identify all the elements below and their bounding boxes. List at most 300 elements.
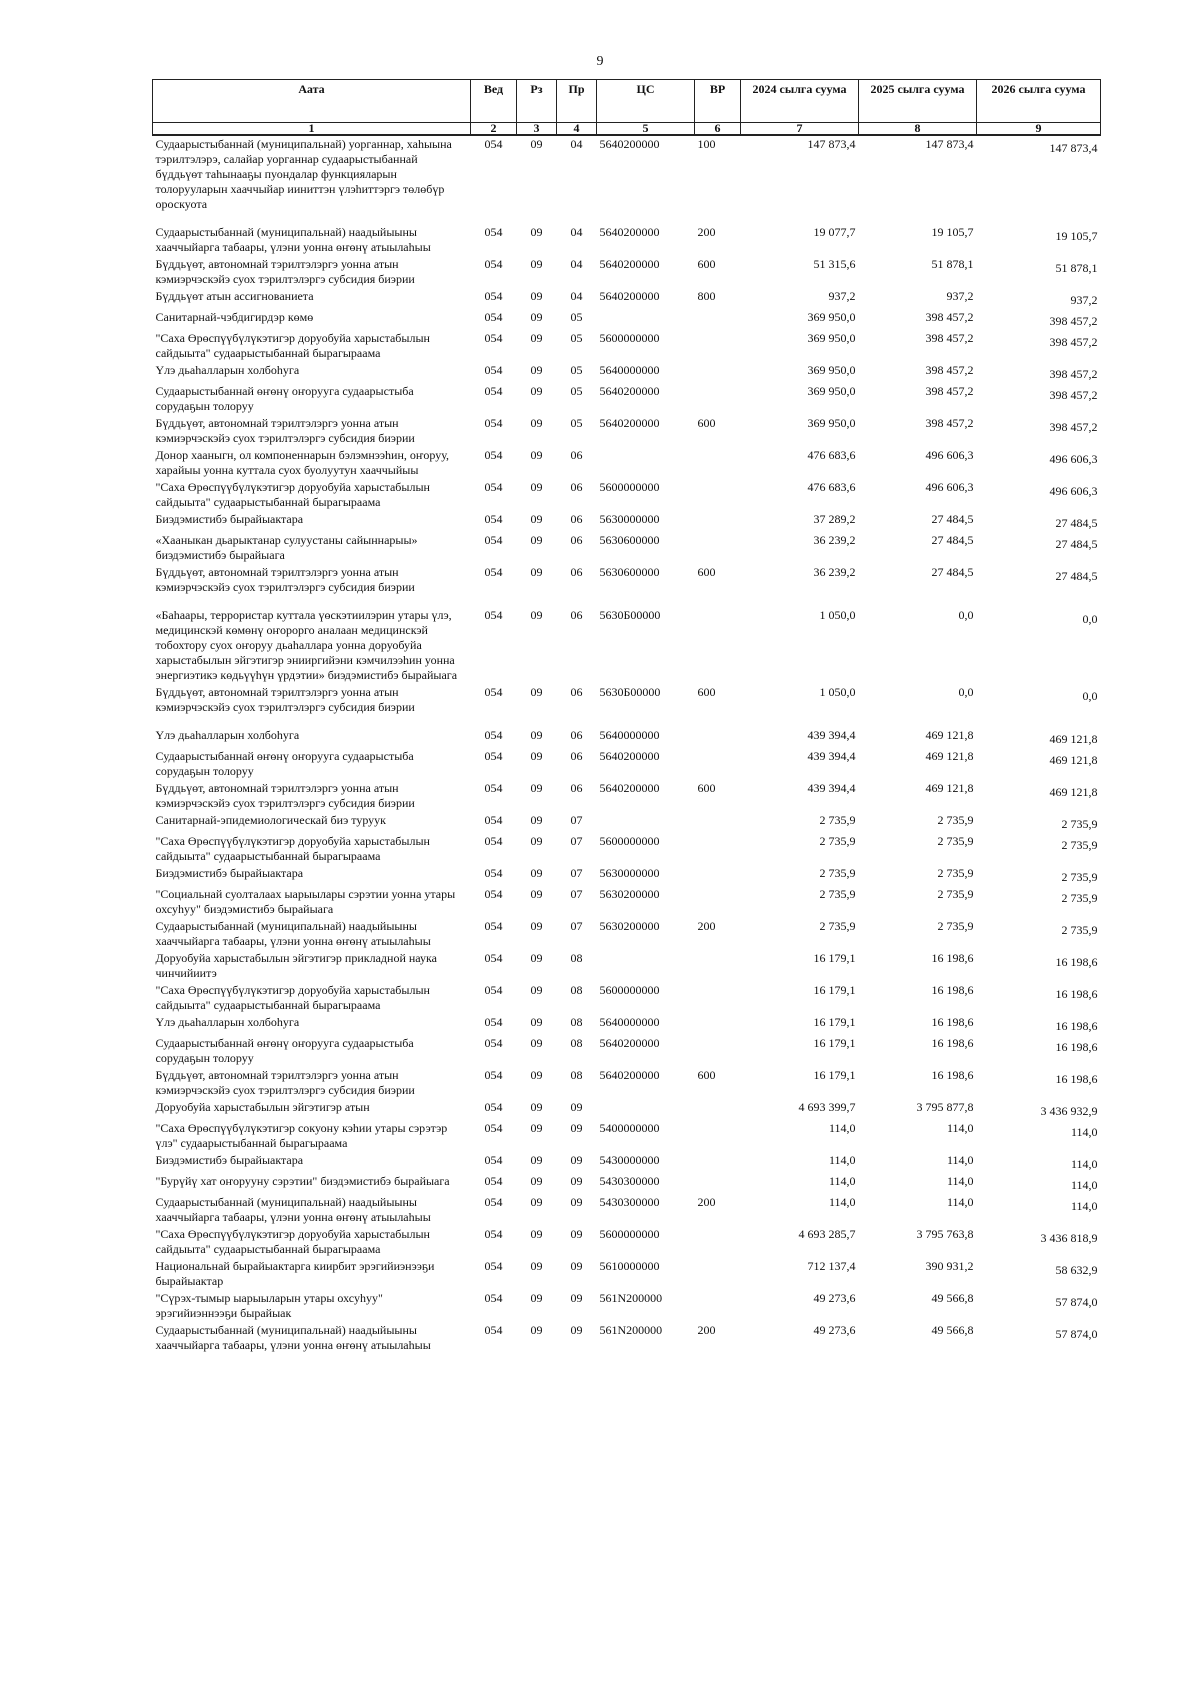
amount-2024: 2 735,9 <box>819 834 856 848</box>
amount-2026: 16 198,6 <box>1055 1040 1098 1054</box>
amount-2024: 712 137,4 <box>807 1259 856 1273</box>
cs-code: 561N200000 <box>599 1323 663 1337</box>
row-name: Санитарнай-чэбдигирдэр көмө <box>155 310 314 324</box>
amount-2025: 0,0 <box>958 608 974 622</box>
pr-code: 07 <box>570 834 583 848</box>
table-row <box>153 812 1101 833</box>
row-name: Биэдэмистибэ бырайыактара <box>155 512 304 526</box>
amount-2026: 16 198,6 <box>1055 1019 1098 1033</box>
table-row <box>153 1067 1101 1099</box>
column-number: 3 <box>517 123 557 136</box>
table-row <box>153 256 1101 288</box>
vr-code <box>695 982 741 1014</box>
ved-code: 054 <box>484 608 503 622</box>
amount-2026: 114,0 <box>1070 1125 1098 1139</box>
vr-code: 100 <box>697 137 716 151</box>
amount-2026: 469 121,8 <box>1049 753 1098 767</box>
cs-code: 5630Б00000 <box>599 608 661 622</box>
rz-code: 09 <box>530 565 543 579</box>
cs-code: 5430300000 <box>599 1174 660 1188</box>
row-name: Судаарыстыбаннай (муниципальнай) наадыйыыны хааччыйарга табаары, үлэни уонна өҥөнү атыылаһыы <box>155 1323 431 1352</box>
rz-code: 09 <box>530 1174 543 1188</box>
rz-code: 09 <box>530 1323 543 1337</box>
row-name: Доруобуйа харыстабылын эйгэтигэр прикладной наука чинчийиитэ <box>155 951 437 980</box>
ved-code: 054 <box>484 983 503 997</box>
amount-2026: 398 457,2 <box>1049 314 1098 328</box>
ved-code: 054 <box>484 951 503 965</box>
amount-2024: 439 394,4 <box>807 781 856 795</box>
row-name: "Саха Өрөспүүбүлүкэтигэр сокуону кэһии утары сэрэтэр үлэ" судаарыстыбаннай бырагыраама <box>155 1121 448 1150</box>
cs-code <box>597 309 695 330</box>
amount-2025: 16 198,6 <box>931 1036 974 1050</box>
pr-code: 05 <box>570 416 583 430</box>
table-row <box>153 684 1101 727</box>
amount-2026: 27 484,5 <box>1055 516 1098 530</box>
amount-2025: 2 735,9 <box>937 813 974 827</box>
rz-code: 09 <box>530 1153 543 1167</box>
amount-2024: 19 077,7 <box>813 225 856 239</box>
ved-code: 054 <box>484 728 503 742</box>
pr-code: 04 <box>570 225 583 239</box>
row-name: "Социальнай суолталаах ыарыылары сэрэтии уонна утары охсуһуу" биэдэмистибэ бырайыага <box>155 887 456 916</box>
vr-code <box>695 1035 741 1067</box>
amount-2025: 496 606,3 <box>925 448 974 462</box>
amount-2024: 2 735,9 <box>819 813 856 827</box>
table-row <box>153 780 1101 812</box>
cs-code: 5640200000 <box>599 1068 660 1082</box>
ved-code: 054 <box>484 384 503 398</box>
table-row <box>153 1226 1101 1258</box>
amount-2025: 27 484,5 <box>931 512 974 526</box>
row-name: Биэдэмистибэ бырайыактара <box>155 866 304 880</box>
rz-code: 09 <box>530 1259 543 1273</box>
amount-2025: 114,0 <box>946 1195 974 1209</box>
table-body <box>153 135 1101 1354</box>
row-name: Үлэ дьаһалларын холбоһуга <box>155 363 300 377</box>
row-name: Судаарыстыбаннай (муниципальнай) наадыйыыны хааччыйарга табаары, үлэни уонна өҥөнү атыылаһыы <box>155 919 431 948</box>
pr-code: 05 <box>570 384 583 398</box>
pr-code: 08 <box>570 1015 583 1029</box>
pr-code: 05 <box>570 363 583 377</box>
vr-code: 600 <box>697 565 716 579</box>
amount-2024: 1 050,0 <box>819 608 856 622</box>
table-row <box>153 288 1101 309</box>
amount-2025: 49 566,8 <box>931 1323 974 1337</box>
rz-code: 09 <box>530 749 543 763</box>
table-row <box>153 1258 1101 1290</box>
rz-code: 09 <box>530 1100 543 1114</box>
vr-code: 600 <box>697 685 716 699</box>
cs-code: 5600000000 <box>599 834 660 848</box>
table-row <box>153 950 1101 982</box>
amount-2026: 114,0 <box>1070 1199 1098 1213</box>
pr-code: 06 <box>570 533 583 547</box>
ved-code: 054 <box>484 416 503 430</box>
amount-2026: 19 105,7 <box>1055 229 1098 243</box>
column-header: Пр <box>557 80 597 123</box>
rz-code: 09 <box>530 1121 543 1135</box>
pr-code: 05 <box>570 310 583 324</box>
column-header: Аата <box>153 80 471 123</box>
pr-code: 09 <box>570 1195 583 1209</box>
cs-code: 5610000000 <box>599 1259 660 1273</box>
amount-2025: 469 121,8 <box>925 781 974 795</box>
ved-code: 054 <box>484 257 503 271</box>
amount-2026: 57 874,0 <box>1055 1295 1098 1309</box>
ved-code: 054 <box>484 781 503 795</box>
amount-2025: 114,0 <box>946 1153 974 1167</box>
vr-code: 200 <box>697 1195 716 1209</box>
pr-code: 09 <box>570 1100 583 1114</box>
vr-code <box>695 383 741 415</box>
table-row <box>153 833 1101 865</box>
cs-code: 5640200000 <box>599 289 660 303</box>
amount-2024: 49 273,6 <box>813 1323 856 1337</box>
amount-2024: 114,0 <box>828 1121 856 1135</box>
pr-code: 06 <box>570 685 583 699</box>
column-header: 2024 сылга суума <box>741 80 859 123</box>
amount-2025: 469 121,8 <box>925 749 974 763</box>
table-row <box>153 309 1101 330</box>
pr-code: 06 <box>570 512 583 526</box>
amount-2026: 398 457,2 <box>1049 335 1098 349</box>
table-row <box>153 383 1101 415</box>
rz-code: 09 <box>530 363 543 377</box>
rz-code: 09 <box>530 866 543 880</box>
cs-code: 5630000000 <box>599 512 660 526</box>
cs-code <box>597 447 695 479</box>
table-header <box>153 80 1101 136</box>
vr-code <box>695 1173 741 1194</box>
row-name: Үлэ дьаһалларын холбоһуга <box>155 1015 300 1029</box>
pr-code: 04 <box>570 257 583 271</box>
pr-code: 09 <box>570 1121 583 1135</box>
amount-2026: 114,0 <box>1070 1157 1098 1171</box>
rz-code: 09 <box>530 728 543 742</box>
cs-code: 5630600000 <box>599 533 660 547</box>
rz-code: 09 <box>530 1291 543 1305</box>
amount-2026: 16 198,6 <box>1055 955 1098 969</box>
amount-2024: 369 950,0 <box>807 363 856 377</box>
cs-code: 561N200000 <box>599 1291 663 1305</box>
ved-code: 054 <box>484 919 503 933</box>
amount-2024: 476 683,6 <box>807 480 856 494</box>
row-name: Доруобуйа харыстабылын эйгэтигэр атын <box>155 1100 370 1114</box>
amount-2026: 16 198,6 <box>1055 987 1098 1001</box>
row-name: Судаарыстыбаннай (муниципальнай) наадыйыыны хааччыйарга табаары, үлэни уонна өҥөнү атыылаһыы <box>155 225 431 254</box>
rz-code: 09 <box>530 257 543 271</box>
table-row <box>153 1120 1101 1152</box>
vr-code <box>695 479 741 511</box>
amount-2024: 439 394,4 <box>807 728 856 742</box>
rz-code: 09 <box>530 983 543 997</box>
cs-code: 5630000000 <box>599 866 660 880</box>
rz-code: 09 <box>530 533 543 547</box>
amount-2026: 114,0 <box>1070 1178 1098 1192</box>
table-row <box>153 1152 1101 1173</box>
amount-2026: 27 484,5 <box>1055 537 1098 551</box>
amount-2024: 16 179,1 <box>813 1036 856 1050</box>
rz-code: 09 <box>530 289 543 303</box>
column-number: 7 <box>741 123 859 136</box>
amount-2025: 27 484,5 <box>931 533 974 547</box>
table-row <box>153 511 1101 532</box>
pr-code: 07 <box>570 919 583 933</box>
vr-code <box>695 865 741 886</box>
pr-code: 06 <box>570 728 583 742</box>
vr-code <box>695 812 741 833</box>
amount-2025: 114,0 <box>946 1174 974 1188</box>
amount-2025: 16 198,6 <box>931 951 974 965</box>
amount-2026: 27 484,5 <box>1055 569 1098 583</box>
rz-code: 09 <box>530 1227 543 1241</box>
vr-code <box>695 532 741 564</box>
amount-2025: 16 198,6 <box>931 1068 974 1082</box>
ved-code: 054 <box>484 1323 503 1337</box>
ved-code: 054 <box>484 448 503 462</box>
amount-2024: 16 179,1 <box>813 1015 856 1029</box>
rz-code: 09 <box>530 137 543 151</box>
ved-code: 054 <box>484 749 503 763</box>
amount-2024: 369 950,0 <box>807 331 856 345</box>
amount-2025: 496 606,3 <box>925 480 974 494</box>
cs-code: 5640200000 <box>599 225 660 239</box>
pr-code: 08 <box>570 983 583 997</box>
row-name: Бүддьүөт, автономнай тэрилтэлэргэ уонна атын кэмиэрчэскэйэ суох тэрилтэлэргэ субсидия биэрии <box>155 781 415 810</box>
amount-2024: 36 239,2 <box>813 533 856 547</box>
ved-code: 054 <box>484 887 503 901</box>
pr-code: 06 <box>570 749 583 763</box>
amount-2025: 114,0 <box>946 1121 974 1135</box>
amount-2024: 16 179,1 <box>813 983 856 997</box>
row-name: "Саха Өрөспүүбүлүкэтигэр доруобуйа харыстабылын сайдыыта" судаарыстыбаннай бырагыраама <box>155 1227 430 1256</box>
row-name: Судаарыстыбаннай өҥөнү оҥорууга судаарыстыба сорудаҕын толоруу <box>155 749 414 778</box>
pr-code: 09 <box>570 1291 583 1305</box>
row-name: Санитарнай-эпидемиологическай биэ туруук <box>155 813 386 827</box>
rz-code: 09 <box>530 813 543 827</box>
amount-2026: 0,0 <box>1082 689 1098 703</box>
amount-2025: 19 105,7 <box>931 225 974 239</box>
cs-code: 5630200000 <box>599 887 660 901</box>
pr-code: 08 <box>570 1036 583 1050</box>
vr-code <box>695 1226 741 1258</box>
vr-code: 600 <box>697 257 716 271</box>
amount-2026: 147 873,4 <box>1049 141 1098 155</box>
ved-code: 054 <box>484 834 503 848</box>
table-row <box>153 135 1101 224</box>
rz-code: 09 <box>530 1015 543 1029</box>
table-row <box>153 479 1101 511</box>
amount-2025: 2 735,9 <box>937 834 974 848</box>
vr-code <box>695 330 741 362</box>
pr-code: 07 <box>570 866 583 880</box>
rz-code: 09 <box>530 685 543 699</box>
table-row <box>153 1290 1101 1322</box>
amount-2025: 2 735,9 <box>937 866 974 880</box>
amount-2024: 369 950,0 <box>807 310 856 324</box>
row-name: Судаарыстыбаннай өҥөнү оҥорууга судаарыстыба сорудаҕын толоруу <box>155 1036 414 1065</box>
ved-code: 054 <box>484 1291 503 1305</box>
ved-code: 054 <box>484 1174 503 1188</box>
amount-2025: 398 457,2 <box>925 331 974 345</box>
cs-code: 5640200000 <box>599 1036 660 1050</box>
amount-2024: 37 289,2 <box>813 512 856 526</box>
ved-code: 054 <box>484 1015 503 1029</box>
pr-code: 08 <box>570 1068 583 1082</box>
vr-code <box>695 1152 741 1173</box>
amount-2024: 147 873,4 <box>807 137 856 151</box>
amount-2025: 398 457,2 <box>925 384 974 398</box>
vr-code <box>695 727 741 748</box>
amount-2026: 57 874,0 <box>1055 1327 1098 1341</box>
row-name: Бүддьүөт атын ассигнованиета <box>155 289 314 303</box>
ved-code: 054 <box>484 685 503 699</box>
cs-code: 5640200000 <box>599 384 660 398</box>
vr-code: 600 <box>697 781 716 795</box>
rz-code: 09 <box>530 416 543 430</box>
amount-2026: 0,0 <box>1082 612 1098 626</box>
amount-2024: 2 735,9 <box>819 887 856 901</box>
amount-2024: 114,0 <box>828 1174 856 1188</box>
amount-2025: 469 121,8 <box>925 728 974 742</box>
amount-2025: 390 931,2 <box>925 1259 974 1273</box>
pr-code: 06 <box>570 448 583 462</box>
cs-code: 5400000000 <box>599 1121 660 1135</box>
amount-2024: 49 273,6 <box>813 1291 856 1305</box>
amount-2024: 114,0 <box>828 1195 856 1209</box>
vr-code <box>695 886 741 918</box>
ved-code: 054 <box>484 565 503 579</box>
amount-2024: 4 693 285,7 <box>798 1227 856 1241</box>
ved-code: 054 <box>484 289 503 303</box>
cs-code: 5640000000 <box>599 1015 660 1029</box>
amount-2025: 2 735,9 <box>937 887 974 901</box>
ved-code: 054 <box>484 813 503 827</box>
vr-code <box>695 607 741 684</box>
amount-2024: 16 179,1 <box>813 1068 856 1082</box>
ved-code: 054 <box>484 480 503 494</box>
table-row <box>153 865 1101 886</box>
column-header: ЦС <box>597 80 695 123</box>
amount-2026: 2 735,9 <box>1061 838 1098 852</box>
table-row <box>153 886 1101 918</box>
cs-code <box>597 1099 695 1120</box>
table-row <box>153 1014 1101 1035</box>
pr-code: 06 <box>570 608 583 622</box>
amount-2026: 2 735,9 <box>1061 891 1098 905</box>
rz-code: 09 <box>530 384 543 398</box>
vr-code: 800 <box>697 289 716 303</box>
cs-code: 5600000000 <box>599 983 660 997</box>
pr-code: 07 <box>570 887 583 901</box>
column-number: 2 <box>471 123 517 136</box>
column-header: Вед <box>471 80 517 123</box>
ved-code: 054 <box>484 533 503 547</box>
table-row <box>153 330 1101 362</box>
vr-code: 200 <box>697 1323 716 1337</box>
row-name: Бүддьүөт, автономнай тэрилтэлэргэ уонна атын кэмиэрчэскэйэ суох тэрилтэлэргэ субсидия биэрии <box>155 416 415 445</box>
table-row <box>153 1035 1101 1067</box>
table-row <box>153 1322 1101 1354</box>
ved-code: 054 <box>484 1227 503 1241</box>
amount-2026: 2 735,9 <box>1061 923 1098 937</box>
amount-2024: 369 950,0 <box>807 384 856 398</box>
row-name: Донор хааныгн, ол компоненнарын бэлэмнээһин, оҥоруу, харайыы уонна куттала суох буолуутун хааччыйыы <box>155 448 450 477</box>
table-row <box>153 532 1101 564</box>
vr-code <box>695 309 741 330</box>
column-header: ВР <box>695 80 741 123</box>
rz-code: 09 <box>530 448 543 462</box>
row-name: Бүддьүөт, автономнай тэрилтэлэргэ уонна атын кэмиэрчэскэйэ суох тэрилтэлэргэ субсидия биэрии <box>155 565 415 594</box>
rz-code: 09 <box>530 480 543 494</box>
rz-code: 09 <box>530 1036 543 1050</box>
amount-2024: 439 394,4 <box>807 749 856 763</box>
vr-code <box>695 1014 741 1035</box>
vr-code <box>695 833 741 865</box>
pr-code: 09 <box>570 1153 583 1167</box>
amount-2024: 1 050,0 <box>819 685 856 699</box>
vr-code <box>695 1290 741 1322</box>
amount-2025: 937,2 <box>946 289 974 303</box>
table-row <box>153 415 1101 447</box>
amount-2025: 147 873,4 <box>925 137 974 151</box>
amount-2024: 2 735,9 <box>819 919 856 933</box>
vr-code <box>695 447 741 479</box>
amount-2026: 2 735,9 <box>1061 817 1098 831</box>
table-row <box>153 1173 1101 1194</box>
row-name: "Саха Өрөспүүбүлүкэтигэр доруобуйа харыстабылын сайдыыта" судаарыстыбаннай бырагыраама <box>155 331 430 360</box>
amount-2024: 16 179,1 <box>813 951 856 965</box>
amount-2024: 114,0 <box>828 1153 856 1167</box>
vr-code: 200 <box>697 225 716 239</box>
table-row <box>153 1194 1101 1226</box>
amount-2025: 398 457,2 <box>925 310 974 324</box>
rz-code: 09 <box>530 1068 543 1082</box>
pr-code: 09 <box>570 1227 583 1241</box>
cs-code: 5600000000 <box>599 480 660 494</box>
ved-code: 054 <box>484 310 503 324</box>
pr-code: 07 <box>570 813 583 827</box>
row-name: «Баһаары, террористар куттала үөскэтиилэрин утары үлэ, медицинскэй көмөнү оҥорорго аналаан медицинскэй тобохтору суох оҥоруу дьаһаллара уонна доруобуйа харыстабылын эйгэтигэр энииргийэни кэмчилээһин уонна энергиэтикэ көдьүүһүн үрдэтии» биэдэмистибэ бырайыага <box>155 608 458 682</box>
amount-2025: 16 198,6 <box>931 983 974 997</box>
row-name: "Саха Өрөспүүбүлүкэтигэр доруобуйа харыстабылын сайдыыта" судаарыстыбаннай бырагыраама <box>155 834 430 863</box>
amount-2024: 36 239,2 <box>813 565 856 579</box>
amount-2025: 398 457,2 <box>925 416 974 430</box>
vr-code <box>695 1258 741 1290</box>
row-name: "Сүрэх-тымыр ыарыыларын утары охсуһуу" эрэгийиэннээҕи бырайыак <box>155 1291 383 1320</box>
table-row <box>153 564 1101 607</box>
table-row <box>153 607 1101 684</box>
ved-code: 054 <box>484 1195 503 1209</box>
vr-code <box>695 511 741 532</box>
amount-2025: 27 484,5 <box>931 565 974 579</box>
amount-2025: 0,0 <box>958 685 974 699</box>
rz-code: 09 <box>530 331 543 345</box>
row-name: Бүддьүөт, автономнай тэрилтэлэргэ уонна атын кэмиэрчэскэйэ суох тэрилтэлэргэ субсидия биэрии <box>155 257 415 286</box>
cs-code: 5640200000 <box>599 416 660 430</box>
pr-code: 04 <box>570 289 583 303</box>
table-row <box>153 727 1101 748</box>
table-row <box>153 447 1101 479</box>
rz-code: 09 <box>530 1195 543 1209</box>
rz-code: 09 <box>530 225 543 239</box>
row-name: Судаарыстыбаннай өҥөнү оҥорууга судаарыстыба сорудаҕын толоруу <box>155 384 414 413</box>
amount-2026: 398 457,2 <box>1049 420 1098 434</box>
vr-code: 600 <box>697 1068 716 1082</box>
amount-2024: 476 683,6 <box>807 448 856 462</box>
row-name: Бүддьүөт, автономнай тэрилтэлэргэ уонна атын кэмиэрчэскэйэ суох тэрилтэлэргэ субсидия биэрии <box>155 685 415 714</box>
row-name: Бүддьүөт, автономнай тэрилтэлэргэ уонна атын кэмиэрчэскэйэ суох тэрилтэлэргэ субсидия биэрии <box>155 1068 415 1097</box>
